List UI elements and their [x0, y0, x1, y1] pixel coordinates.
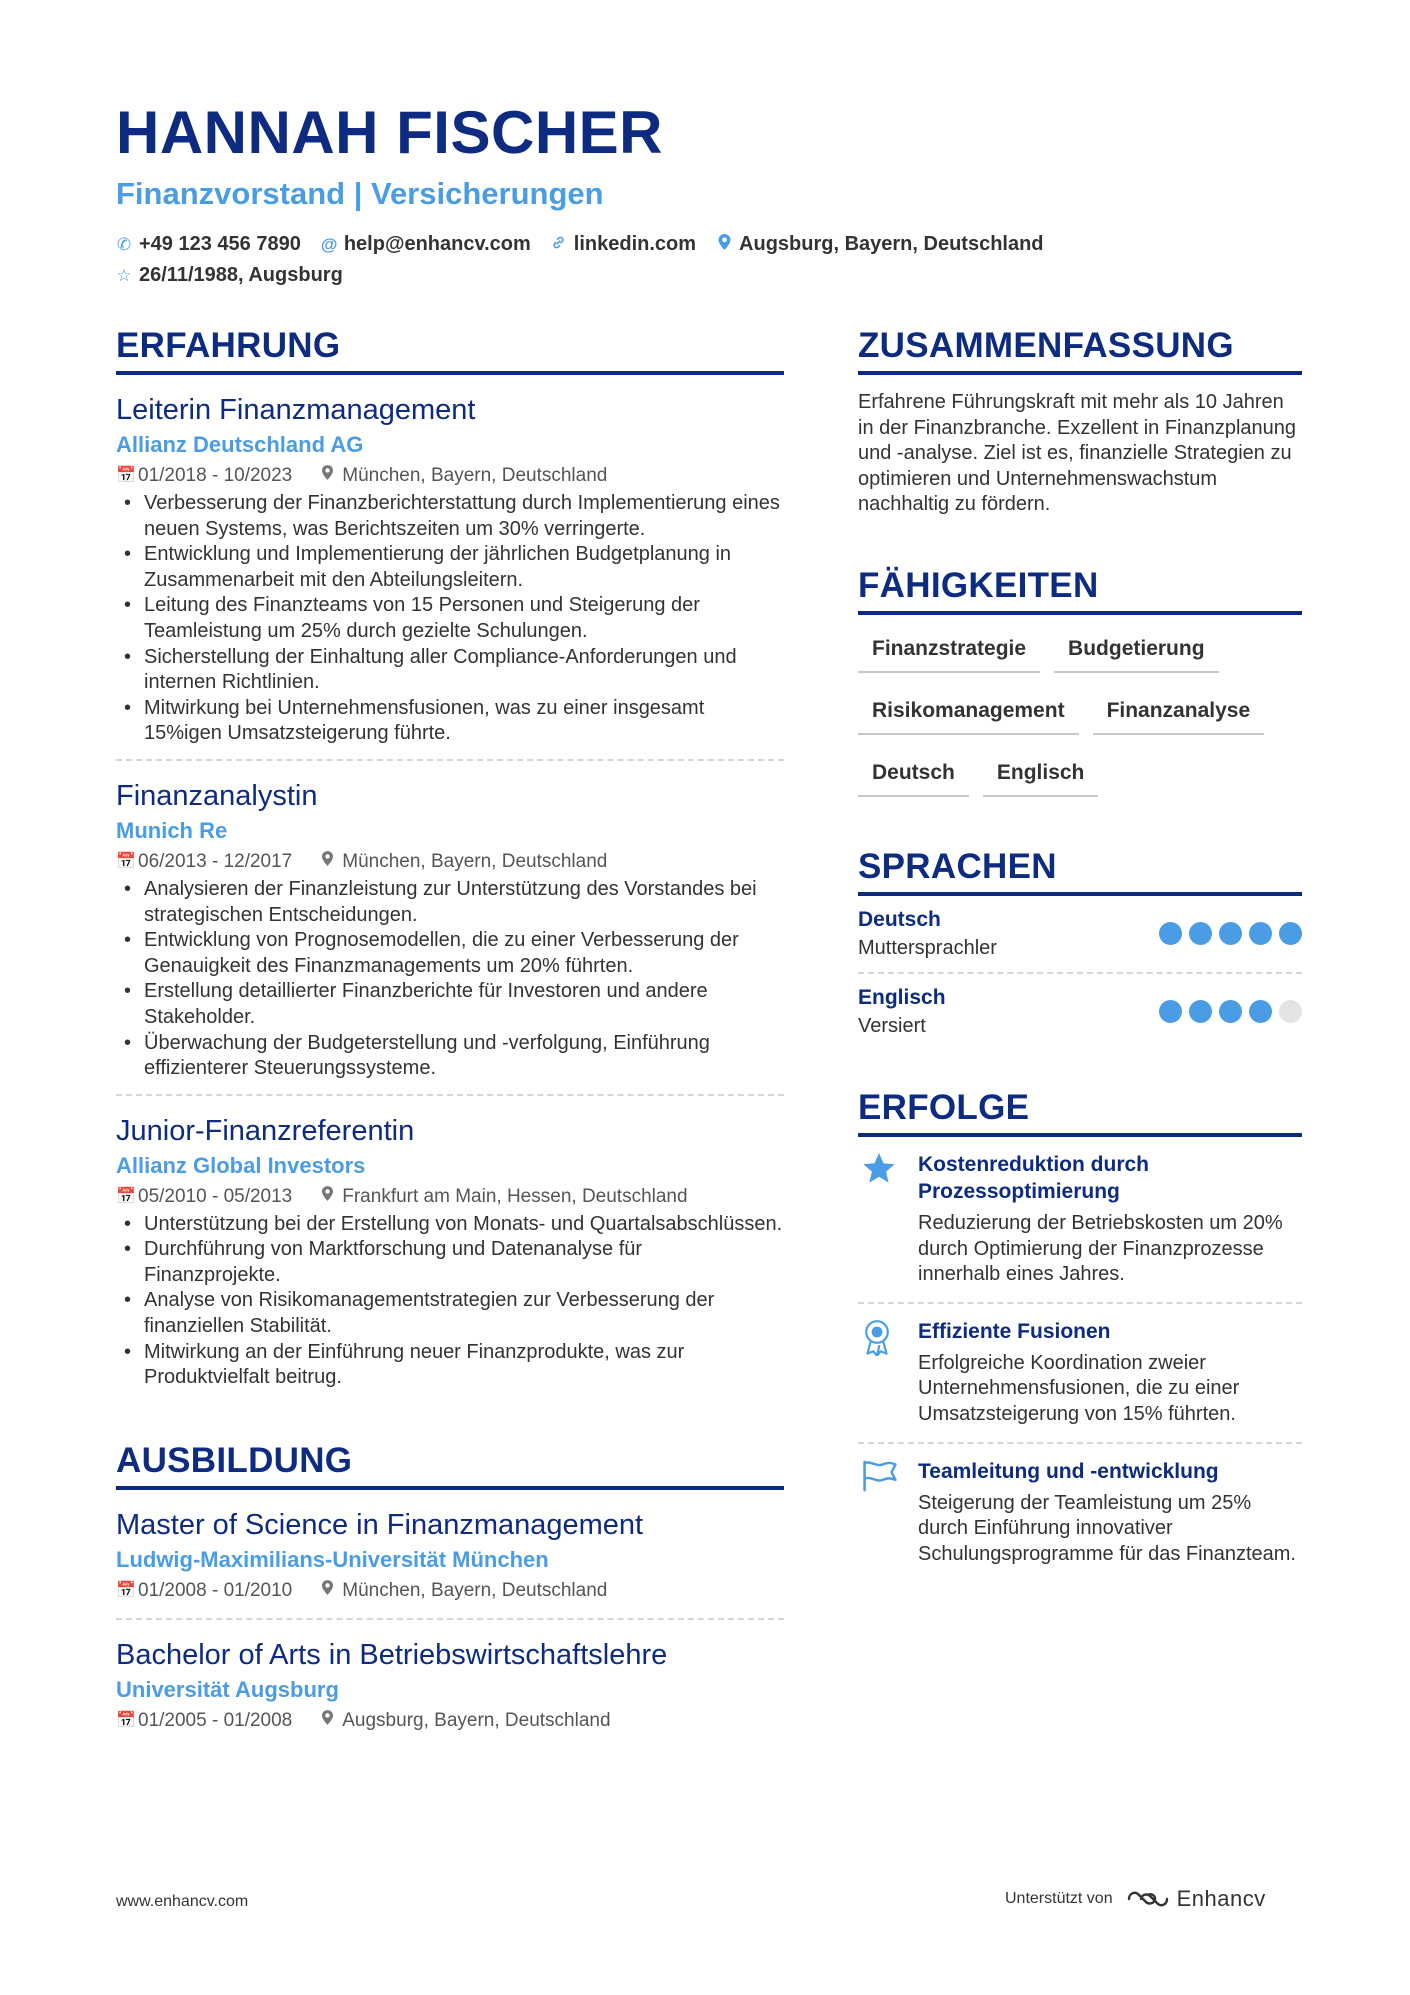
left-column: [116, 326, 784, 1748]
achievement-title: Kostenreduktion durch Prozessoptimierung: [918, 1152, 1150, 1203]
bullet-item: • Durchführung von Marktforschung und Datenanalyse für Finanzprojekte.: [116, 1237, 784, 1288]
experience-entry: [116, 761, 784, 1096]
footer-website[interactable]: www.enhancv.com: [116, 1893, 249, 1910]
location-pin-icon: [320, 1706, 334, 1736]
bullet-item: • Entwicklung von Prognosemodellen, die zu einer Verbesserung der Genauigkeit des Finanzmanagements um 20% führten.: [116, 928, 784, 979]
language-item: [858, 896, 1302, 974]
education-section-title: AUSBILDUNG: [116, 1441, 784, 1490]
language-rating: [1152, 1000, 1302, 1023]
star-icon: [858, 1151, 918, 1288]
degree-title: Master of Science in Finanzmanagement: [116, 1508, 644, 1541]
rating-dot-filled: [1219, 922, 1242, 945]
job-meta: 📅 01/2018 - 10/2023 München, Bayern, Deutschland: [116, 461, 784, 491]
company-name: Allianz Deutschland AG: [116, 432, 364, 457]
location-pin-icon: [716, 234, 732, 255]
language-rating: [1152, 922, 1302, 945]
enhancv-logo[interactable]: [1125, 1886, 1266, 1912]
school-name: Universität Augsburg: [116, 1676, 339, 1702]
powered-by-text: Unterstützt von: [1005, 1890, 1113, 1907]
contact-birth: ☆ 26/11/1988, Augsburg: [116, 264, 343, 286]
footer-powered-by: [1005, 1886, 1266, 1912]
rating-dot-filled: [1159, 1000, 1182, 1023]
job-bullets: [116, 877, 784, 1082]
contact-email[interactable]: @ help@enhancv.com: [320, 233, 531, 255]
bullet-item: • Unterstützung bei der Erstellung von Monats- und Quartalsabschlüssen.: [116, 1212, 784, 1238]
education-entry: [116, 1620, 784, 1748]
rating-dot-filled: [1249, 1000, 1272, 1023]
bullet-item: • Sicherstellung der Einhaltung aller Compliance-Anforderungen und internen Richtlinien.: [116, 645, 784, 696]
achievement-desc: Erfolgreiche Koordination zweier Unternehmensfusionen, die zu einer Umsatzsteigerung von 15% führten.: [918, 1351, 1240, 1425]
bullet-item: • Analysieren der Finanzleistung zur Unterstützung des Vorstandes bei strategischen Entscheidungen.: [116, 877, 784, 928]
achievement-desc: Reduzierung der Betriebskosten um 20% durch Optimierung der Finanzprozesse innerhalb eines Jahres.: [918, 1211, 1283, 1286]
location-pin-icon: [320, 1182, 334, 1212]
skill-tag: Englisch: [983, 753, 1099, 797]
achievement-item: [858, 1304, 1302, 1444]
education-meta: 📅 01/2005 - 01/2008 Augsburg, Bayern, Deutschland: [116, 1706, 784, 1736]
calendar-icon: 📅: [116, 467, 136, 484]
school-name: Ludwig-Maximilians-Universität München: [116, 1546, 549, 1572]
job-bullets: [116, 491, 784, 747]
flag-icon: [858, 1458, 918, 1568]
job-title: Finanzanalystin: [116, 779, 318, 812]
rating-dot-filled: [1249, 922, 1272, 945]
job-meta: 📅 05/2010 - 05/2013 Frankfurt am Main, Hessen, Deutschland: [116, 1182, 784, 1212]
education-entry: [116, 1490, 784, 1620]
skills-list: [858, 629, 1302, 815]
language-item: [858, 974, 1302, 1050]
calendar-icon: 📅: [116, 1711, 136, 1729]
at-icon: @: [320, 234, 338, 254]
job-title: Leiterin Finanzmanagement: [116, 394, 476, 426]
job-title: Junior-Finanzreferentin: [116, 1114, 415, 1147]
summary-section-title: ZUSAMMENFASSUNG: [858, 326, 1302, 375]
skills-section-title: FÄHIGKEITEN: [858, 566, 1302, 615]
achievement-title: Effiziente Fusionen: [918, 1319, 1111, 1343]
bullet-item: • Überwachung der Budgeterstellung und -verfolgung, Einführung effizienterer Steuerungssysteme.: [116, 1031, 784, 1082]
bullet-item: • Entwicklung und Implementierung der jährlichen Budgetplanung in Zusammenarbeit mit den Abteilungsleitern.: [116, 542, 784, 593]
bullet-item: • Erstellung detaillierter Finanzberichte für Investoren und andere Stakeholder.: [116, 979, 784, 1030]
company-name: Munich Re: [116, 817, 228, 843]
skill-tag: Deutsch: [858, 753, 969, 797]
candidate-subtitle: Finanzvorstand | Versicherungen: [116, 176, 604, 211]
achievements-section-title: ERFOLGE: [858, 1088, 1302, 1137]
calendar-icon: 📅: [116, 852, 136, 870]
location-pin-icon: [320, 847, 334, 877]
link-icon: [551, 235, 567, 255]
bullet-item: • Verbesserung der Finanzberichterstattung durch Implementierung eines neuen Systems, was Berichtszeiten um 30% verringerte.: [116, 491, 784, 542]
right-column: [858, 326, 1302, 1581]
rating-dot-filled: [1219, 1000, 1242, 1023]
language-level: Muttersprachler: [858, 936, 997, 959]
experience-entry: [116, 375, 784, 761]
contact-linkedin[interactable]: linkedin.com: [551, 233, 696, 256]
rating-dot-filled: [1159, 922, 1182, 945]
contact-location: Augsburg, Bayern, Deutschland: [716, 233, 1044, 256]
achievement-desc: Steigerung der Teamleistung um 25% durch Einführung innovativer Schulungsprogramme für das Finanzteam.: [918, 1491, 1296, 1565]
location-pin-icon: [320, 1576, 334, 1606]
summary-text: Erfahrene Führungskraft mit mehr als 10 Jahren in der Finanzbranche. Exzellent in Finanzplanung und -analyse. Ziel ist es, finanzielle Strategien zu optimieren und Unternehmenswachstum nachhaltig zu fördern.: [858, 391, 1297, 516]
candidate-name: HANNAH FISCHER: [116, 99, 663, 166]
achievement-item: [858, 1137, 1302, 1304]
location-pin-icon: [320, 461, 334, 491]
company-name: Allianz Global Investors: [116, 1152, 366, 1178]
achievement-title: Teamleitung und -entwicklung: [918, 1459, 1219, 1483]
rating-dot-filled: [1279, 922, 1302, 945]
phone-icon: ✆: [116, 234, 132, 254]
experience-entry: [116, 1096, 784, 1403]
contact-phone: ✆ +49 123 456 7890: [116, 233, 301, 255]
bullet-item: • Analyse von Risikomanagementstrategien zur Verbesserung der finanziellen Stabilität.: [116, 1288, 784, 1339]
language-name: Englisch: [858, 985, 946, 1009]
rating-dot-filled: [1189, 1000, 1212, 1023]
achievement-item: [858, 1444, 1302, 1582]
languages-section-title: SPRACHEN: [858, 847, 1302, 896]
skill-tag: Risikomanagement: [858, 691, 1079, 735]
enhancv-logo-icon: [1125, 1886, 1171, 1912]
job-meta: 📅 06/2013 - 12/2017 München, Bayern, Deutschland: [116, 847, 784, 877]
skill-tag: Finanzanalyse: [1093, 691, 1265, 735]
calendar-icon: 📅: [116, 1187, 136, 1205]
degree-title: Bachelor of Arts in Betriebswirtschaftslehre: [116, 1638, 668, 1671]
experience-section-title: ERFAHRUNG: [116, 326, 784, 375]
job-bullets: [116, 1212, 784, 1391]
calendar-icon: 📅: [116, 1581, 136, 1599]
bullet-item: • Mitwirkung an der Einführung neuer Finanzprodukte, was zur Produktvielfalt beitrug.: [116, 1340, 784, 1391]
skill-tag: Budgetierung: [1054, 629, 1219, 673]
rating-dot-filled: [1189, 922, 1212, 945]
enhancv-brand-text: Enhancv: [1176, 1886, 1266, 1911]
bullet-item: • Mitwirkung bei Unternehmensfusionen, was zu einer insgesamt 15%igen Umsatzsteigerung führte.: [116, 696, 784, 747]
star-outline-icon: ☆: [116, 265, 132, 285]
language-name: Deutsch: [858, 907, 941, 931]
bullet-item: • Leitung des Finanzteams von 15 Personen und Steigerung der Teamleistung um 25% durch gezielte Schulungen.: [116, 593, 784, 644]
language-level: Versiert: [858, 1014, 926, 1037]
award-icon: [858, 1318, 918, 1428]
skill-tag: Finanzstrategie: [858, 629, 1040, 673]
rating-dot-empty: [1279, 1000, 1302, 1023]
education-meta: 📅 01/2008 - 01/2010 München, Bayern, Deutschland: [116, 1576, 784, 1606]
contact-info: [116, 229, 1316, 291]
